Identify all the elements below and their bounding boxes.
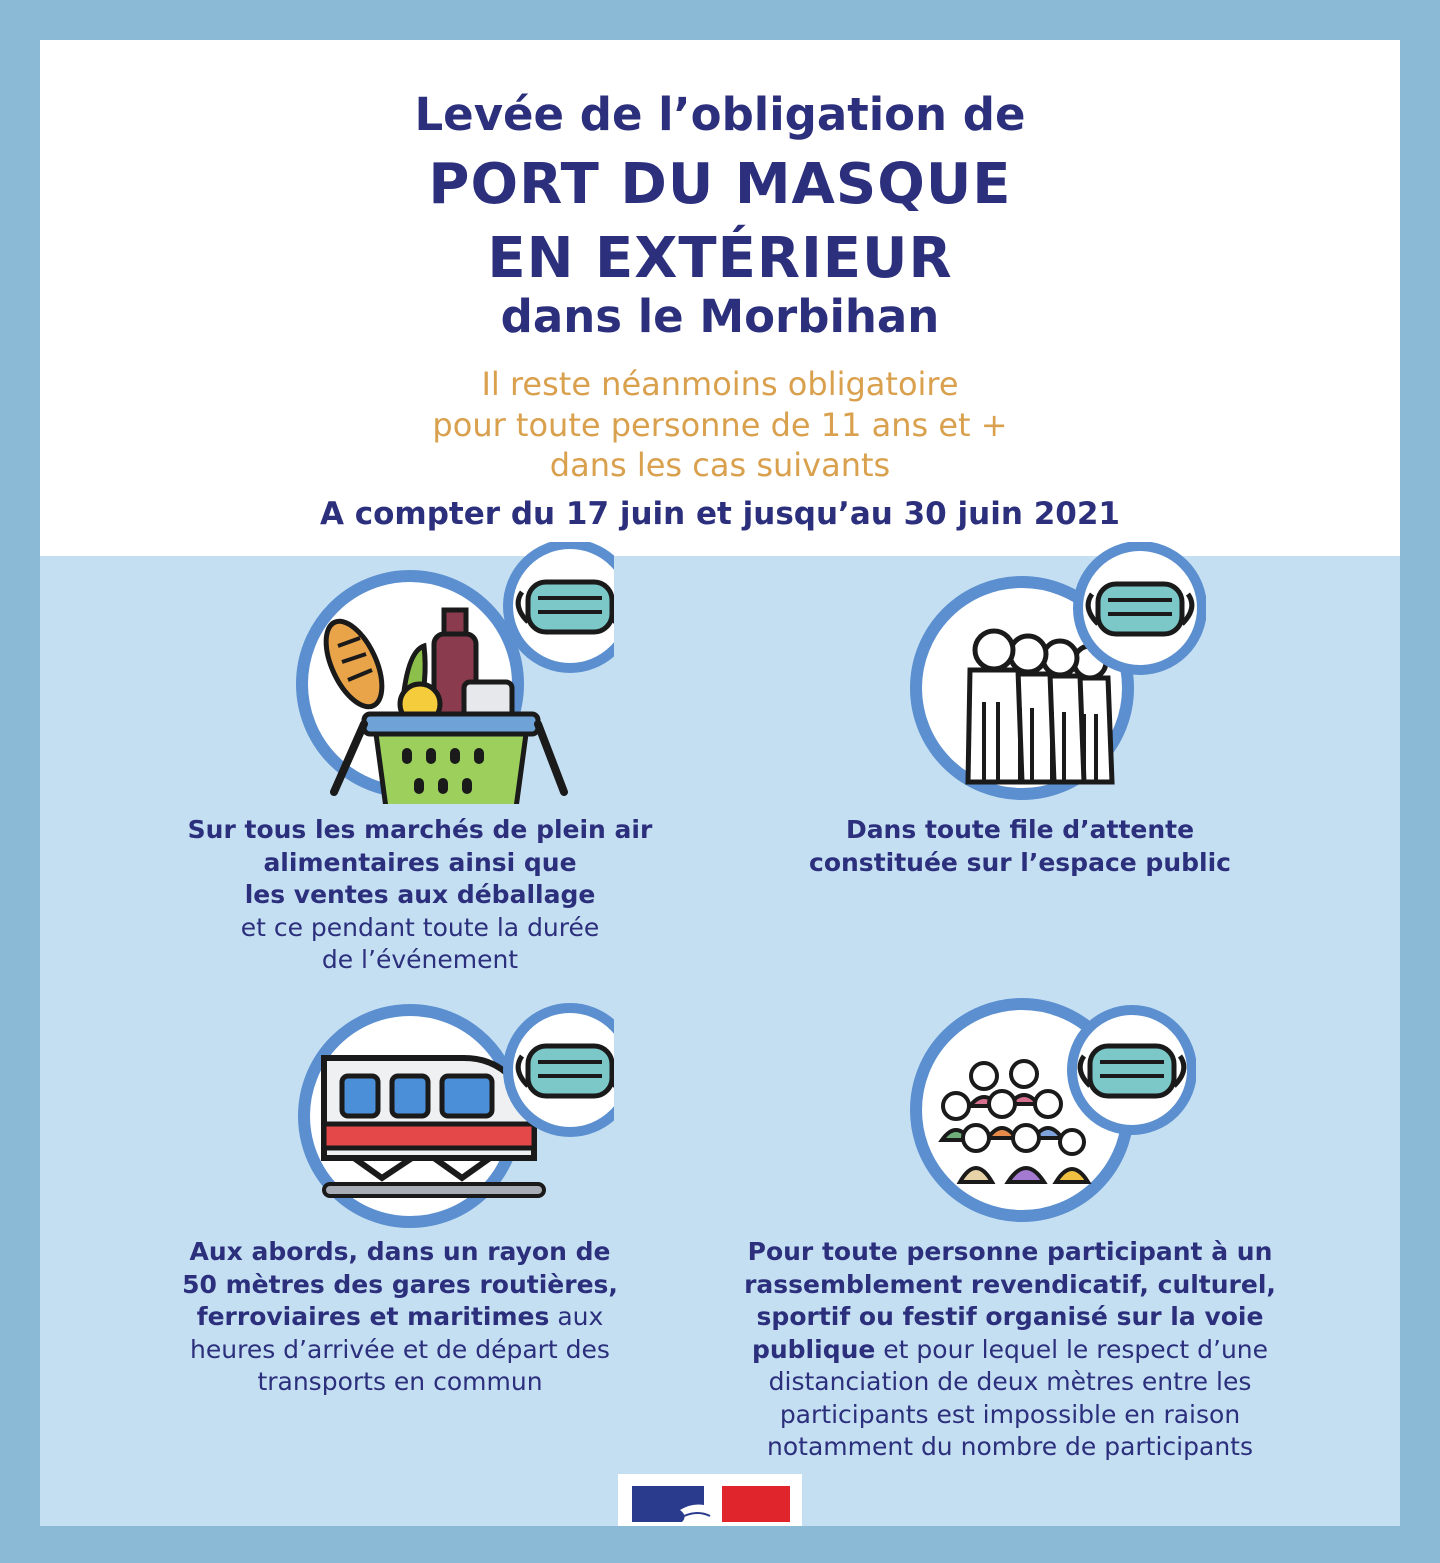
caption-bold-line: Sur tous les marchés de plein air	[187, 815, 653, 844]
caption-bold-line: 50 mètres des gares routières,	[182, 1269, 618, 1299]
mask-badge-icon	[508, 544, 614, 668]
poster-card	[40, 40, 1400, 1526]
caption-bold-line: sportif ou festif organisé sur la voie	[756, 1302, 1264, 1331]
caption-regular-inline: et pour lequel le respect d’une	[875, 1334, 1269, 1364]
caption-bold-line: rassemblement revendicatif, culturel,	[744, 1269, 1276, 1299]
case-queue-caption	[760, 814, 1280, 879]
caption-regular-line: notamment du nombre de participants	[767, 1432, 1253, 1461]
caption-bold-line: les ventes aux déballage	[244, 880, 596, 909]
caption-regular-line: de l’événement	[321, 945, 519, 974]
market-basket-icon	[294, 542, 614, 804]
caption-bold-line: ferroviaires et maritimes	[196, 1302, 550, 1331]
case-stations-caption	[140, 1236, 660, 1399]
mask-badge-icon	[1072, 1010, 1192, 1130]
caption-regular-line: participants est impossible en raison	[779, 1399, 1241, 1429]
caption-bold-line: Pour toute personne participant à un	[747, 1237, 1273, 1266]
crowd-icon	[906, 994, 1196, 1224]
french-republic-flag-logo	[618, 1474, 802, 1526]
caption-regular-inline: aux	[549, 1302, 604, 1331]
title-line-4: dans le Morbihan	[500, 290, 940, 343]
case-gathering-caption	[715, 1236, 1305, 1464]
subtitle-line-3: dans les cas suivants	[549, 446, 891, 484]
title-line-2: PORT DU MASQUE	[428, 152, 1012, 217]
caption-regular-line: distanciation de deux mètres entre les	[768, 1367, 1252, 1396]
subtitle-line-2: pour toute personne de 11 ans et +	[432, 406, 1008, 444]
caption-bold-line: alimentaires ainsi que	[263, 847, 577, 877]
train-icon	[294, 998, 614, 1228]
mask-badge-icon	[508, 1008, 614, 1132]
header-panel	[40, 40, 1400, 556]
mask-badge-icon	[1078, 546, 1202, 670]
caption-bold-line: Dans toute file d’attente	[845, 815, 1195, 844]
caption-regular-line: transports en commun	[257, 1367, 543, 1396]
caption-bold-line: publique	[751, 1334, 876, 1364]
caption-regular-line: et ce pendant toute la durée	[240, 912, 600, 942]
case-market-caption	[160, 814, 680, 977]
subtitle-line-1: Il reste néanmoins obligatoire	[481, 365, 959, 403]
caption-regular-line: heures d’arrivée et de départ des	[190, 1334, 610, 1364]
date-line: A compter du 17 juin et jusqu’au 30 juin 2021	[319, 496, 1121, 532]
caption-bold-line: constituée sur l’espace public	[809, 847, 1231, 877]
queue-people-icon	[906, 542, 1206, 804]
title-line-1: Levée de l’obligation de	[414, 88, 1026, 141]
title-line-3: EN EXTÉRIEUR	[487, 226, 953, 291]
caption-bold-line: Aux abords, dans un rayon de	[189, 1237, 611, 1266]
